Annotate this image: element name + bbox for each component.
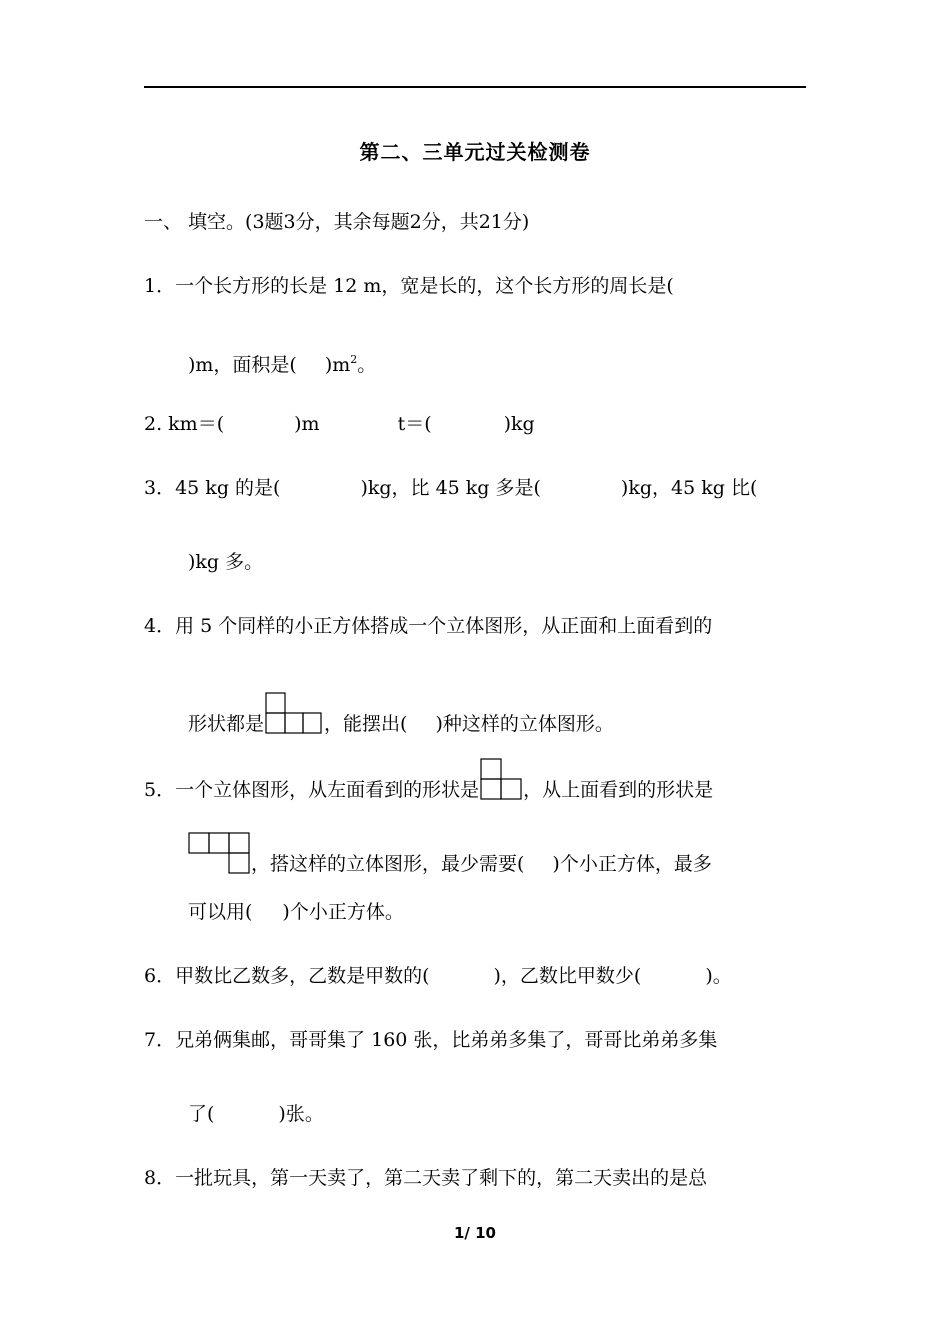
question-5-line-2 [144, 832, 712, 878]
question-8-line-1: 8．一批玩具，第一天卖了，第二天卖了剩下的，第二天卖出的是总 [144, 1167, 708, 1189]
q5-text-1: 5．一个立体图形，从左面看到的形状是 [144, 779, 480, 801]
q5-text-4: )个小正方体，最多 [552, 853, 712, 875]
q2-text-3: t＝( [397, 413, 432, 435]
q6-text-1: 6．甲数比乙数多，乙数是甲数的( [144, 965, 430, 987]
q3-text-1: 3．45 kg 的是( [144, 477, 281, 499]
q5-text-3: ，搭这样的立体图形，最少需要( [251, 853, 525, 875]
question-2 [144, 410, 535, 438]
q1-text-3: 。 [357, 354, 377, 376]
question-4-line-1: 4．用 5 个同样的小正方体搭成一个立体图形，从正面和上面看到的 [144, 615, 713, 637]
page-number: 1/ 10 [453, 1224, 496, 1242]
q2-text-1: 2. km＝( [144, 413, 225, 435]
question-5-line-1 [144, 758, 713, 804]
q1-superscript: 2 [350, 353, 358, 366]
l-shape-figure-icon [265, 692, 323, 734]
question-4-line-2 [188, 692, 614, 738]
page-title: 第二、三单元过关检测卷 [359, 140, 591, 164]
question-1-line-2 [188, 346, 376, 379]
q6-text-3: )。 [705, 965, 732, 987]
q5-text-5: 可以用( [188, 901, 253, 923]
left-view-figure-icon [480, 758, 522, 800]
q5-text-6: )个小正方体。 [282, 901, 404, 923]
q4-text-3: )种这样的立体图形。 [435, 713, 614, 735]
q2-text-4: )kg [503, 413, 535, 435]
section-heading: 一、 填空。(3题3分，其余每题2分，共21分) [144, 211, 530, 233]
question-1-line-1: 1．一个长方形的长是 12 m，宽是长的，这个长方形的周长是( [144, 275, 674, 297]
q7-text-2: )张。 [278, 1103, 324, 1125]
q2-text-2: )m [294, 413, 320, 435]
q7-text-1: 了( [188, 1103, 215, 1125]
q1-text-1: )m，面积是( [188, 354, 297, 376]
question-7-line-2 [188, 1100, 324, 1128]
question-7-line-1: 7．兄弟俩集邮，哥哥集了 160 张，比弟弟多集了，哥哥比弟弟多集 [144, 1029, 718, 1051]
question-6 [144, 962, 732, 990]
q4-text-2: ，能摆出( [324, 713, 408, 735]
question-3-line-1 [144, 474, 757, 502]
top-view-figure-icon [188, 832, 250, 874]
question-3-line-2: )kg 多。 [188, 551, 264, 573]
q1-text-2: )m [324, 354, 351, 376]
q3-text-3: )kg，45 kg 比( [620, 477, 758, 499]
question-5-line-3 [188, 898, 404, 926]
q4-text-1: 形状都是 [188, 713, 265, 735]
q3-text-2: )kg，比 45 kg 多是( [360, 477, 541, 499]
q5-text-2: ，从上面看到的形状是 [523, 779, 714, 801]
header-rule [144, 86, 806, 88]
q6-text-2: )，乙数比甲数少( [493, 965, 642, 987]
